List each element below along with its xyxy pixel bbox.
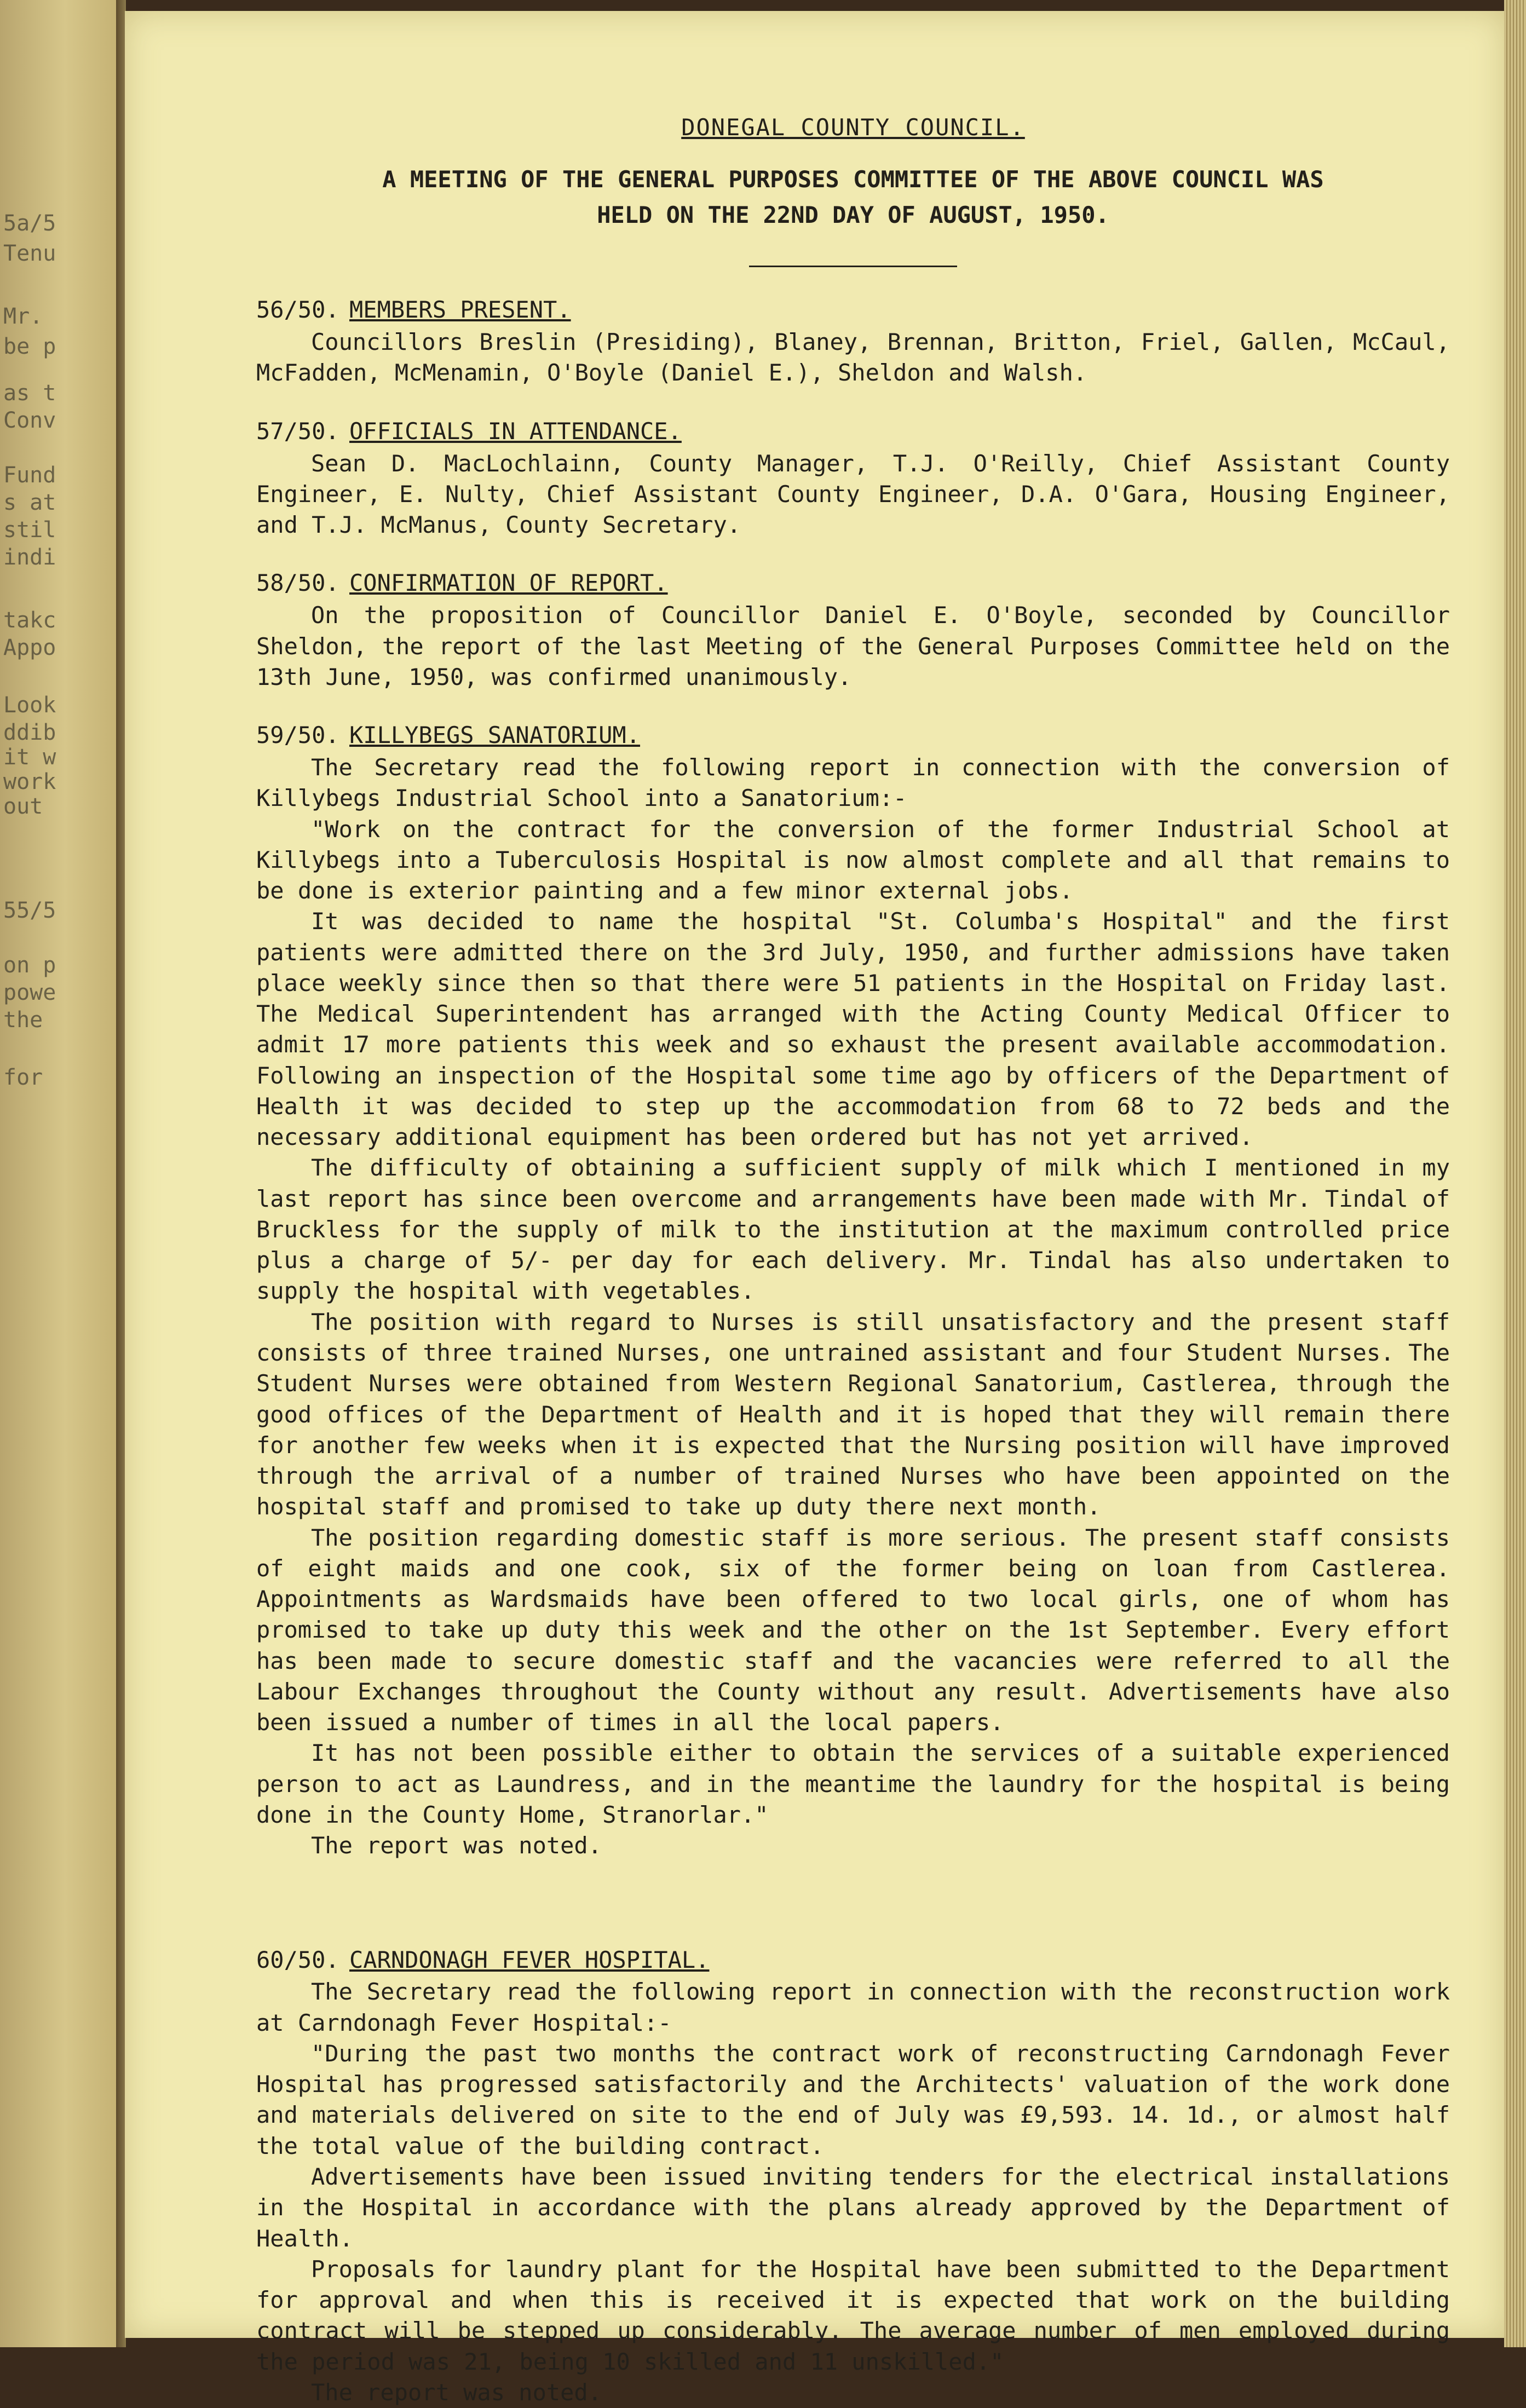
item-title: OFFICIALS IN ATTENDANCE. [349, 417, 682, 445]
item-heading [256, 293, 1450, 327]
left-fragment: out [3, 794, 43, 819]
left-fragment: be p [3, 334, 56, 359]
left-fragment: the [3, 1007, 43, 1033]
council-title: DONEGAL COUNTY COUNCIL. [681, 114, 1025, 141]
left-page-margin [0, 0, 118, 2347]
meeting-title-line-1: A MEETING OF THE GENERAL PURPOSES COMMITTEE OF THE ABOVE COUNCIL WAS [382, 166, 1324, 193]
item-number: 59/50. [256, 722, 339, 749]
left-fragment: 5a/5 [3, 211, 56, 236]
page-stack-edges [1504, 0, 1526, 2347]
minute-item-58-50 [256, 567, 1450, 693]
left-fragment: s at [3, 490, 56, 515]
left-fragment: work [3, 769, 56, 794]
item-paragraph: The Secretary read the following report in connection with the conversion of Killybegs Industrial School into a Sanatorium:- [256, 753, 1450, 812]
item-number: 60/50. [256, 1946, 339, 1973]
left-fragment: Look [3, 693, 56, 718]
left-fragment: 55/5 [3, 898, 56, 923]
left-fragment: as t [3, 381, 56, 406]
minutes-page [125, 11, 1505, 2406]
meeting-title-line-2: HELD ON THE 22ND DAY OF AUGUST, 1950. [597, 201, 1109, 229]
document-header [256, 110, 1450, 233]
item-paragraph: On the proposition of Councillor Daniel E. O'Boyle, seconded by Councillor Sheldon, the report of the last Meeting of the General Purposes Committee held on the 13th June, 1950, was confirmed unanimously. [256, 602, 1450, 690]
left-fragment: on p [3, 953, 56, 978]
item-number: 56/50. [256, 296, 339, 324]
item-number: 57/50. [256, 417, 339, 445]
left-fragment: Mr. [3, 304, 43, 329]
minute-item-60-50 [256, 1944, 1450, 2408]
item-paragraph: The report was noted. [311, 2378, 602, 2406]
item-title: CARNDONAGH FEVER HOSPITAL. [349, 1946, 710, 1973]
item-heading [256, 1944, 1450, 1977]
left-fragment: ddib [3, 720, 56, 745]
item-paragraph: Proposals for laundry plant for the Hospital have been submitted to the Department for approval and when this is received it is expected that work on the building contract will be stepped up considerably. The average number of men employed during the period was 21, being 10 skilled and 11 unskilled." [256, 2255, 1450, 2375]
page-content [256, 110, 1450, 2408]
left-fragment: powe [3, 980, 56, 1005]
item-paragraph: Councillors Breslin (Presiding), Blaney, Brennan, Britton, Friel, Gallen, McCaul, McFadden, McMenamin, O'Boyle (Daniel E.), Sheldon and Walsh. [256, 329, 1450, 387]
item-title: MEMBERS PRESENT. [349, 296, 571, 324]
item-paragraph: Sean D. MacLochlainn, County Manager, T.J. O'Reilly, Chief Assistant County Engineer, E. Nulty, Chief Assistant County Engineer, D.A. O'Gara, Housing Engineer, and T.J. McManus, County Secretary. [256, 450, 1450, 539]
left-fragment: stil [3, 517, 56, 543]
item-title: CONFIRMATION OF REPORT. [349, 569, 668, 597]
minute-item-59-50 [256, 719, 1450, 1861]
item-paragraph: The Secretary read the following report in connection with the reconstruction work at Carndonagh Fever Hospital:- [256, 1978, 1450, 2036]
item-paragraph: Advertisements have been issued inviting tenders for the electrical installations in the Hospital in accordance with the plans already approved by the Department of Health. [256, 2163, 1450, 2252]
left-fragment: Tenu [3, 241, 56, 266]
item-paragraph: It was decided to name the hospital "St. Columba's Hospital" and the first patients were admitted there on the 3rd July, 1950, and further admissions have taken place weekly since then so that there were 51 patients in the Hospital on Friday last. The Medical Superintendent has arranged with the Acting County Medical Officer to admit 17 more patients this week and so exhaust the present available accommodation. Following an inspection of the Hospital some time ago by officers of the Department of Health it was decided to step up the accommodation from 68 to 72 beds and the necessary additional equipment has been ordered but has not yet arrived. [256, 908, 1450, 1151]
minute-item-56-50 [256, 293, 1450, 388]
minute-item-57-50 [256, 415, 1450, 541]
left-fragment: for [3, 1065, 43, 1090]
item-paragraph: The position regarding domestic staff is more serious. The present staff consists of eight maids and one cook, six of the former being on loan from Castlerea. Appointments as Wardsmaids have been offered to two local girls, one of whom has promised to take up duty this week and the other on the 1st September. Every effort has been made to secure domestic staff and the vacancies were referred to all the Labour Exchanges throughout the County without any result. Advertisements have also been issued a number of times in all the local papers. [256, 1524, 1450, 1736]
item-heading [256, 567, 1450, 600]
left-fragment: Appo [3, 635, 56, 660]
item-paragraph: The difficulty of obtaining a sufficient supply of milk which I mentioned in my last report has since been overcome and arrangements have been made with Mr. Tindal of Bruckless for the supply of milk to the institution at the maximum controlled price plus a charge of 5/- per day for each delivery. Mr. Tindal has also undertaken to supply the hospital with vegetables. [256, 1154, 1450, 1305]
item-paragraph: It has not been possible either to obtain the services of a suitable experienced person to act as Laundress, and in the meantime the laundry for the hospital is being done in the County Home, Stranorlar." [256, 1739, 1450, 1828]
item-heading [256, 415, 1450, 448]
item-number: 58/50. [256, 569, 339, 597]
item-heading [256, 719, 1450, 752]
item-paragraph: "Work on the contract for the conversion of the former Industrial School at Killybegs into a Tuberculosis Hospital is now almost complete and all that remains to be done is exterior painting and a few minor external jobs. [256, 815, 1450, 905]
item-paragraph: The position with regard to Nurses is still unsatisfactory and the present staff consists of three trained Nurses, one untrained assistant and four Student Nurses. The Student Nurses were obtained from Western Regional Sanatorium, Castlerea, through the good offices of the Department of Health and it is hoped that they will remain there for another few weeks when it is expected that the Nursing position will have improved through the arrival of a number of trained Nurses who have been appointed on the hospital staff and promised to take up duty there next month. [256, 1308, 1450, 1520]
left-fragment: Fund [3, 463, 56, 488]
left-fragment: indi [3, 545, 56, 570]
left-fragment: takc [3, 608, 56, 633]
item-title: KILLYBEGS SANATORIUM. [349, 722, 641, 749]
item-paragraph: The report was noted. [311, 1832, 602, 1859]
header-divider [749, 266, 957, 267]
left-fragment: Conv [3, 408, 56, 433]
item-paragraph: "During the past two months the contract work of reconstructing Carndonagh Fever Hospital has progressed satisfactorily and the Architects' valuation of the work done and materials delivered on site to the end of July was £9,593. 14. 1d., or almost half the total value of the building contract. [256, 2040, 1450, 2159]
left-fragment: it w [3, 745, 56, 770]
